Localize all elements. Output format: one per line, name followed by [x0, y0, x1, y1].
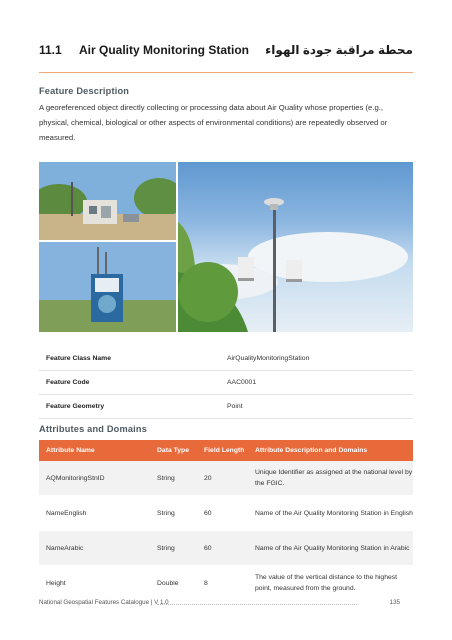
table-row — [39, 347, 413, 371]
header-divider — [39, 72, 413, 73]
attribute-name: NameEnglish — [39, 496, 150, 530]
table-row — [39, 566, 413, 600]
attribute-type: String — [150, 496, 197, 530]
attribute-type: String — [150, 461, 197, 495]
section-title: Air Quality Monitoring Station — [79, 43, 249, 57]
attribute-type: String — [150, 531, 197, 565]
attribute-description: Unique Identifier as assigned at the national level by the FGIC. — [248, 461, 413, 495]
attribute-description: Name of the Air Quality Monitoring Station in English — [248, 496, 413, 530]
footer-catalogue-label: National Geospatial Features Catalogue | V 1.0 — [39, 599, 169, 606]
feature-code-value: AAC0001 — [220, 371, 413, 395]
feature-geometry-label: Feature Geometry — [39, 395, 220, 419]
attribute-length: 20 — [197, 461, 248, 495]
footer-dotted-leader — [157, 604, 357, 605]
page-number: 135 — [389, 599, 400, 606]
feature-class-name-label: Feature Class Name — [39, 347, 220, 371]
table-header-row — [39, 440, 413, 461]
attribute-type: Double — [150, 566, 197, 600]
feature-code-label: Feature Code — [39, 371, 220, 395]
table-row — [39, 395, 413, 419]
attributes-table — [39, 440, 413, 600]
table-row — [39, 496, 413, 530]
section-header — [39, 43, 413, 59]
station-photo-kiosk — [39, 242, 176, 332]
table-row — [39, 531, 413, 565]
attribute-name: AQMonitoringStnID — [39, 461, 150, 495]
feature-class-name-value: AirQualityMonitoringStation — [220, 347, 413, 371]
feature-description-text: A georeferenced object directly collecting or processing data about Air Quality whose properties (e.g., physical, chemical, biological or other aspects of environmental conditions) are repeatedly observed or measured. — [39, 103, 388, 142]
section-title-arabic: محطة مراقبة جودة الهواء — [265, 43, 413, 57]
feature-info-table — [39, 347, 413, 419]
col-data-type: Data Type — [150, 440, 197, 461]
feature-geometry-value: Point — [220, 395, 413, 419]
col-field-length: Field Length — [197, 440, 248, 461]
attributes-heading: Attributes and Domains — [39, 424, 148, 434]
attribute-length: 60 — [197, 496, 248, 530]
attribute-description: Name of the Air Quality Monitoring Station in Arabic — [248, 531, 413, 565]
attribute-name: Height — [39, 566, 150, 600]
sensor-mast-photo — [178, 162, 413, 332]
col-description: Attribute Description and Domains — [248, 440, 413, 461]
photo-collage — [39, 162, 413, 332]
table-row — [39, 371, 413, 395]
attribute-description: The value of the vertical distance to the highest point, measured from the ground. — [248, 566, 413, 600]
attribute-name: NameArabic — [39, 531, 150, 565]
page-footer — [39, 599, 413, 609]
attribute-length: 8 — [197, 566, 248, 600]
station-photo-street — [39, 162, 176, 240]
col-attribute-name: Attribute Name — [39, 440, 150, 461]
section-number: 11.1 — [39, 43, 62, 57]
attribute-length: 60 — [197, 531, 248, 565]
feature-description-heading: Feature Description — [39, 86, 130, 96]
table-row — [39, 461, 413, 495]
